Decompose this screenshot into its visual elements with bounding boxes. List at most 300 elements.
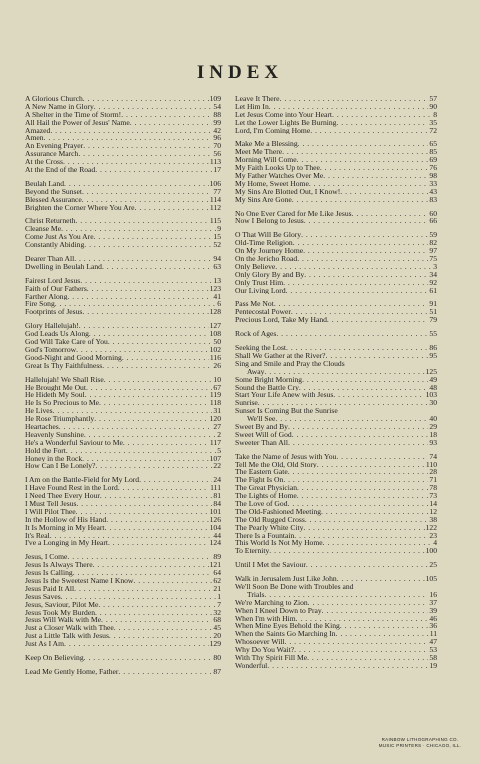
- dot-leader: [297, 156, 429, 164]
- hymn-title: Sunset Is Coming But the Sunrise: [235, 407, 338, 416]
- index-entry: [25, 492, 221, 500]
- hymn-title: Good-Night and Good Morning: [25, 353, 122, 362]
- dot-leader: [275, 263, 432, 271]
- index-entry: [25, 196, 221, 204]
- printer-name: RAINBOW LITHOGRAPHING CO.: [381, 737, 459, 742]
- hymn-title: Just a Closer Walk with Thee: [25, 624, 114, 633]
- hymn-number: 95: [429, 351, 437, 360]
- dot-leader: [80, 277, 212, 285]
- hymn-title: Old-Time Religion: [235, 239, 293, 248]
- index-entry: [235, 468, 437, 476]
- index-entry: [235, 300, 437, 308]
- dot-leader: [118, 484, 209, 492]
- hymn-number: 28: [429, 468, 437, 477]
- hymn-title: Sound the Battle Cry: [235, 383, 299, 392]
- index-entry: [235, 180, 437, 188]
- index-entry: [25, 561, 221, 569]
- hymn-title: A Shelter in the Time of Storm!: [25, 110, 122, 119]
- hymn-number: 27: [213, 422, 221, 431]
- hymn-number: 125: [425, 367, 437, 376]
- index-entry: [235, 164, 437, 172]
- hymn-title: He Is So Precious to Me: [25, 399, 100, 408]
- dot-leader: [320, 164, 429, 172]
- hymn-number: 52: [213, 241, 221, 250]
- dot-leader: [280, 95, 429, 103]
- hymn-title: Just a Little Talk with Jesus: [25, 632, 109, 641]
- index-entry: [25, 255, 221, 263]
- hymn-title: Jesus Is the Sweetest Name I Know: [25, 576, 134, 585]
- hymn-number: 33: [429, 179, 437, 188]
- dot-leader: [87, 285, 209, 293]
- hymn-title: Assurance March: [25, 150, 79, 159]
- dot-leader: [283, 476, 428, 484]
- hymn-number: 121: [209, 561, 221, 570]
- hymn-title: My Home, Sweet Home: [235, 179, 309, 188]
- index-entry: [235, 247, 437, 255]
- hymn-title: Pentecostal Power: [235, 308, 291, 317]
- index-entry: [235, 492, 437, 500]
- index-entry: [25, 293, 221, 301]
- dot-leader: [283, 279, 428, 287]
- index-entry: [25, 640, 221, 648]
- index-entry: [235, 423, 437, 431]
- hymn-title: To Eternity: [235, 547, 270, 556]
- hymn-title: I Am on the Battle-Field for My Lord: [25, 476, 140, 485]
- dot-leader: [139, 476, 212, 484]
- hymn-number: 58: [429, 654, 437, 662]
- hymn-title: He Rose Triumphantly: [25, 415, 95, 423]
- dot-leader: [303, 524, 424, 532]
- dot-leader: [122, 354, 209, 362]
- dot-leader: [118, 668, 212, 676]
- index-entry: [235, 662, 437, 670]
- dot-leader: [292, 431, 429, 439]
- hymn-number: 41: [213, 292, 221, 301]
- index-entry: [25, 95, 221, 103]
- hymn-number: 87: [213, 667, 221, 676]
- index-entry: [25, 553, 221, 561]
- hymn-title: Sing and Smile and Pray the Clouds: [235, 359, 345, 368]
- hymn-title: Heartaches: [25, 422, 59, 431]
- hymn-number: 32: [213, 608, 221, 617]
- dot-leader: [337, 575, 425, 583]
- hymn-title: We'll Soon Be Done with Troubles and: [235, 582, 354, 591]
- hymn-title: My Sins Are Blotted Out, I Know!: [235, 187, 341, 196]
- hymn-title: Only Glory By and By: [235, 270, 305, 279]
- dot-leader: [321, 508, 428, 516]
- dot-leader: [298, 140, 429, 148]
- dot-leader: [84, 241, 212, 249]
- dot-leader: [105, 524, 209, 532]
- dot-leader: [133, 577, 212, 585]
- hymn-number: 128: [209, 308, 221, 317]
- index-entry: [25, 431, 221, 439]
- dot-leader: [55, 300, 216, 308]
- dot-leader: [106, 516, 208, 524]
- hymn-number: 75: [429, 255, 437, 263]
- hymn-number: 91: [429, 300, 437, 309]
- dot-leader: [100, 492, 212, 500]
- dot-leader: [102, 362, 212, 370]
- index-entry: [25, 322, 221, 330]
- hymn-number: 119: [209, 391, 221, 400]
- hymn-title: Let the Lower Lights Be Burning: [235, 118, 337, 127]
- hymn-title: Jesus, I Come: [25, 553, 68, 562]
- hymn-number: 36: [429, 622, 437, 631]
- dot-leader: [123, 439, 209, 447]
- hymn-number: 62: [213, 576, 221, 585]
- index-entry: [235, 407, 437, 415]
- index-entry: [235, 172, 437, 180]
- hymn-number: 12: [429, 507, 437, 516]
- hymn-title: I Need Thee Every Hour: [25, 492, 100, 500]
- hymn-number: 102: [209, 345, 221, 354]
- hymn-number: 109: [209, 95, 221, 103]
- hymn-number: 114: [209, 195, 221, 204]
- index-entry: [25, 585, 221, 593]
- dot-leader: [326, 352, 429, 360]
- hymn-number: 30: [429, 399, 437, 408]
- dot-leader: [135, 204, 209, 212]
- index-entry: [25, 285, 221, 293]
- index-entry: [235, 196, 437, 204]
- dot-leader: [294, 646, 428, 654]
- dot-leader: [292, 196, 429, 204]
- hymn-title: This World Is Not My Home: [235, 539, 323, 548]
- hymn-title: Why Do You Wait?: [235, 646, 295, 654]
- dot-leader: [306, 561, 429, 569]
- dot-leader: [297, 492, 429, 500]
- hymn-number: 76: [429, 164, 437, 173]
- hymn-title: The Fight Is On: [235, 476, 284, 485]
- hymn-number: 104: [209, 523, 221, 532]
- hymn-title: Make Me a Blessing: [235, 140, 298, 149]
- hymn-number: 79: [429, 316, 437, 325]
- hymn-title: Farther Along: [25, 292, 68, 301]
- hymn-title: In the Hollow of His Hand: [25, 515, 107, 524]
- index-entry: [25, 233, 221, 241]
- hymn-number: 44: [213, 531, 221, 540]
- index-entry: [25, 407, 221, 415]
- index-entry: [235, 330, 437, 338]
- dot-leader: [333, 391, 424, 399]
- hymn-title: At the Cross: [25, 158, 63, 167]
- hymn-number: 47: [429, 638, 437, 647]
- index-entry: [25, 346, 221, 354]
- index-entry: [25, 391, 221, 399]
- index-entry: [25, 601, 221, 609]
- index-entry: [25, 166, 221, 174]
- hymn-title: Jesus Is Always There: [25, 561, 93, 570]
- hymn-number: 120: [209, 415, 221, 423]
- hymn-title: Sweeter Than All: [235, 438, 289, 447]
- hymn-title: Sweet Will of God: [235, 430, 292, 439]
- index-entry: [25, 668, 221, 676]
- index-entry: [25, 241, 221, 249]
- dot-leader: [82, 188, 212, 196]
- hymn-title: Sunrise: [235, 399, 258, 408]
- index-entry: [25, 384, 221, 392]
- index-entry: [235, 439, 437, 447]
- dot-leader: [291, 308, 429, 316]
- index-entry: [235, 368, 437, 376]
- hymn-number: 77: [213, 187, 221, 196]
- index-entry: [235, 344, 437, 352]
- hymn-title: Hallelujah! We Shall Rise: [25, 375, 104, 384]
- dot-leader: [89, 330, 209, 338]
- index-entry: [25, 300, 221, 308]
- hymn-number: 82: [429, 239, 437, 248]
- index-entry: [25, 263, 221, 271]
- dot-leader: [322, 607, 429, 615]
- index-entry: [25, 204, 221, 212]
- dot-leader: [282, 148, 428, 156]
- hymn-number: 90: [429, 102, 437, 111]
- hymn-title: Now I Belong to Jesus: [235, 217, 304, 226]
- hymn-title: Amen: [25, 134, 44, 143]
- dot-leader: [82, 196, 209, 204]
- dot-leader: [76, 346, 209, 354]
- dot-leader: [297, 484, 428, 492]
- index-entry: [25, 455, 221, 463]
- index-entry: [25, 539, 221, 547]
- dot-leader: [302, 376, 428, 384]
- index-entry: [235, 352, 437, 360]
- index-entry: [235, 516, 437, 524]
- dot-leader: [63, 158, 209, 166]
- dot-leader: [285, 638, 429, 646]
- dot-leader: [288, 423, 428, 431]
- hymn-number: 64: [213, 569, 221, 577]
- dot-leader: [78, 150, 212, 158]
- index-entry: [235, 638, 437, 646]
- hymn-number: 6: [217, 300, 221, 309]
- hymn-number: 49: [429, 375, 437, 384]
- hymn-title: Jesus Took My Burden: [25, 608, 95, 617]
- hymn-title: Walk in Jerusalem Just Like John: [235, 575, 337, 583]
- hymn-title: At the End of the Road: [25, 166, 96, 174]
- hymn-number: 116: [209, 353, 221, 362]
- index-entry: [235, 622, 437, 630]
- hymn-title: The Love of God: [235, 499, 288, 508]
- hymn-title: Morning Will Come: [235, 156, 297, 165]
- hymn-title: Jesus Is Calling: [25, 569, 73, 577]
- hymn-title: I Will Pilot Thee: [25, 507, 76, 516]
- index-entry: [25, 415, 221, 423]
- index-entry: [25, 484, 221, 492]
- dot-leader: [275, 415, 428, 423]
- index-entry: [235, 431, 437, 439]
- index-entry: [235, 95, 437, 103]
- hymn-number: 45: [213, 624, 221, 633]
- hymn-title: It Is Morning in My Heart: [25, 523, 105, 532]
- hymn-title: Great Is Thy Faithfulness: [25, 361, 103, 370]
- index-entry: [25, 277, 221, 285]
- hymn-number: 118: [209, 399, 221, 408]
- hymn-number: 2: [217, 430, 221, 439]
- dot-leader: [83, 95, 209, 103]
- hymn-number: 54: [213, 102, 221, 111]
- hymn-title: Beyond the Sunset: [25, 187, 82, 196]
- hymn-number: 25: [429, 561, 437, 570]
- hymn-title: An Evening Prayer: [25, 142, 84, 151]
- dot-leader: [76, 508, 209, 516]
- hymn-number: 67: [213, 383, 221, 392]
- hymn-number: 84: [213, 499, 221, 508]
- dot-leader: [327, 316, 428, 324]
- index-entry: [25, 180, 221, 188]
- hymn-number: 101: [209, 507, 221, 516]
- dot-leader: [286, 344, 428, 352]
- hymn-number: 68: [213, 616, 221, 625]
- hymn-title: Let Jesus Come into Your Heart: [235, 110, 333, 119]
- index-entry: [235, 255, 437, 263]
- hymn-number: 14: [429, 499, 437, 508]
- hymn-number: 55: [429, 330, 437, 339]
- index-entry: [25, 500, 221, 508]
- hymn-number: 81: [213, 492, 221, 500]
- hymn-number: 99: [213, 118, 221, 127]
- dot-leader: [307, 654, 428, 662]
- hymn-number: 59: [429, 231, 437, 240]
- hymn-title: Leave It There: [235, 95, 280, 103]
- dot-leader: [75, 217, 208, 225]
- hymn-number: 115: [209, 217, 221, 226]
- hymn-number: 48: [429, 383, 437, 392]
- index-entry: [235, 239, 437, 247]
- hymn-title: Some Bright Morning: [235, 375, 303, 384]
- index-entry: [25, 399, 221, 407]
- hymn-title: God Leads Us Along: [25, 330, 89, 339]
- dot-leader: [93, 561, 209, 569]
- hymn-title: Wonderful: [235, 661, 268, 670]
- index-entry: [25, 439, 221, 447]
- index-entry: [25, 308, 221, 316]
- hymn-number: 106: [209, 179, 221, 188]
- index-entry: [235, 591, 437, 599]
- hymn-title: There Is a Fountain: [235, 531, 295, 540]
- index-entry: [235, 376, 437, 384]
- hymn-title: When I'm with Him: [235, 614, 296, 623]
- hymn-title: Only Trust Him: [235, 278, 284, 287]
- index-entry: [25, 569, 221, 577]
- hymn-title: Only Believe: [235, 262, 276, 271]
- dot-leader: [332, 111, 432, 119]
- dot-leader: [67, 293, 212, 301]
- index-entry: [235, 607, 437, 615]
- dot-leader: [86, 384, 212, 392]
- hymn-number: 17: [213, 166, 221, 174]
- index-entry: [235, 308, 437, 316]
- dot-leader: [267, 662, 428, 670]
- index-entry: [235, 127, 437, 135]
- hymn-title: Take the Name of Jesus with You: [235, 452, 337, 461]
- hymn-number: 89: [213, 553, 221, 562]
- index-entry: [25, 654, 221, 662]
- index-entry: [235, 547, 437, 555]
- dot-leader: [98, 601, 216, 609]
- hymn-title: Trials: [247, 590, 265, 599]
- hymn-number: 98: [429, 172, 437, 180]
- index-entry: [25, 532, 221, 540]
- dot-leader: [94, 415, 208, 423]
- dot-leader: [340, 188, 428, 196]
- index-entry: [235, 415, 437, 423]
- dot-leader: [108, 539, 209, 547]
- index-entry: [25, 134, 221, 142]
- hymn-number: 57: [429, 95, 437, 103]
- dot-leader: [305, 516, 429, 524]
- hymn-title: He's a Wonderful Saviour to Me: [25, 438, 123, 447]
- hymn-number: 129: [209, 640, 221, 648]
- hymn-title: Beulah Land: [25, 179, 65, 188]
- hymn-title: Let Him In: [235, 102, 269, 111]
- index-entry: [25, 624, 221, 632]
- hymn-title: Rock of Ages: [235, 330, 277, 339]
- dot-leader: [297, 255, 428, 263]
- hymn-number: 40: [429, 415, 437, 423]
- dot-leader: [84, 654, 213, 662]
- index-entry: [25, 577, 221, 585]
- dot-leader: [95, 462, 212, 470]
- index-entry: [25, 423, 221, 431]
- index-entry: [235, 599, 437, 607]
- hymn-title: The Old-Fashioned Meeting: [235, 507, 322, 516]
- index-column-right: [235, 95, 437, 670]
- index-entry: [25, 225, 221, 233]
- hymn-number: 63: [213, 262, 221, 271]
- hymn-number: 15: [213, 233, 221, 242]
- hymn-title: The Great Physician: [235, 484, 297, 493]
- hymn-number: 26: [213, 361, 221, 370]
- index-entry: [235, 539, 437, 547]
- index-entry: [25, 330, 221, 338]
- hymn-title: Fire Song: [25, 300, 55, 309]
- hymn-number: 80: [213, 654, 221, 662]
- hymn-number: 69: [429, 156, 437, 165]
- dot-leader: [269, 547, 424, 555]
- dot-leader: [76, 500, 212, 508]
- hymn-number: 122: [425, 523, 437, 532]
- hymn-title: Dearer Than All: [25, 255, 75, 263]
- hymn-number: 50: [213, 338, 221, 346]
- hymn-title: I've a Longing in My Heart: [25, 539, 108, 548]
- index-entry: [235, 583, 437, 591]
- hymn-number: 108: [209, 330, 221, 339]
- hymn-title: It's Real: [25, 531, 50, 540]
- hymn-title: The Eastern Gate: [235, 468, 288, 477]
- hymn-number: 4: [433, 539, 437, 548]
- dot-leader: [288, 468, 429, 476]
- hymn-number: 22: [213, 462, 221, 471]
- hymn-title: Cleanse Me: [25, 225, 62, 234]
- dot-leader: [286, 287, 429, 295]
- dot-leader: [304, 217, 429, 225]
- dot-leader: [274, 300, 429, 308]
- hymn-title: He Lives: [25, 407, 53, 416]
- hymn-title: My Father Watches Over Me: [235, 172, 324, 180]
- hymn-title: My Sins Are Gone: [235, 195, 292, 204]
- index-entry: [235, 508, 437, 516]
- hymn-title: The Pearly White City: [235, 523, 304, 532]
- dot-leader: [323, 172, 428, 180]
- index-entry: [235, 615, 437, 623]
- index-entry: [235, 271, 437, 279]
- hymn-number: 60: [429, 209, 437, 218]
- hymn-number: 29: [429, 422, 437, 431]
- hymn-title: Whosoever Will: [235, 638, 285, 647]
- hymn-title: Faith of Our Fathers: [25, 284, 87, 293]
